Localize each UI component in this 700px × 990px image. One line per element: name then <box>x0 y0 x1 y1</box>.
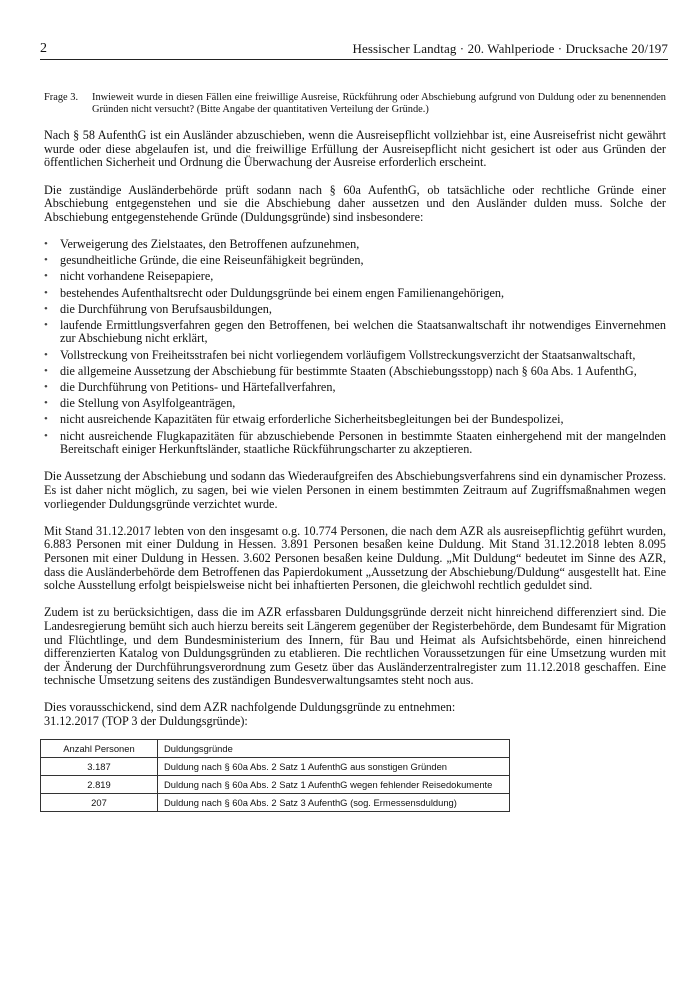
paragraph-azr-differentiation: Zudem ist zu berücksichtigen, dass die im AZR erfassbaren Duldungsgründe derzeit nicht hinreichend differenziert sind. Die Landesregierung bemüht sich auch hierzu bereits seit Längerem gegenüber der Registerbehörde, dem Bundesamt für Migration und Flüchtlinge, und dem Bundesministerium des Innern, für Bau und Heimat als Aufsichtsbehörde, einen hinreichend differenzierten Katalog von Duldungsgründen zu etablieren. Die rechtlichen Voraussetzungen für eine Umsetzung wurden mit der Änderung der Durchführungsverordnung zum Gesetz über das Ausländerzentralregister zum 11.12.2018 geschaffen. Eine technische Umsetzung seitens des zuständigen Bundesverwaltungsamtes steht noch aus. <box>44 605 666 688</box>
question-block <box>44 92 666 115</box>
list-item <box>44 270 666 284</box>
list-item <box>44 381 666 395</box>
table-cell-count: 2.819 <box>41 775 158 793</box>
list-item-text: nicht ausreichende Kapazitäten für etwaig erforderliche Sicherheitsbegleitungen bei der Bundespolizei, <box>60 412 564 427</box>
column-header-reason: Duldungsgründe <box>158 739 510 757</box>
list-item <box>44 413 666 427</box>
table-cell-count: 3.187 <box>41 757 158 775</box>
bullet-icon: • <box>44 429 48 442</box>
table-cell-count: 207 <box>41 793 158 811</box>
table-header-row <box>41 739 510 757</box>
list-item-text: laufende Ermittlungsverfahren gegen den Betroffenen, bei welchen die Staatsanwaltschaft ihr notwendiges Einvernehmen zur Abschiebung nicht erklärt, <box>60 317 666 346</box>
list-item <box>44 397 666 411</box>
paragraph-deportation-law: Nach § 58 AufenthG ist ein Ausländer abzuschieben, wenn die Ausreisepflicht vollziehbar ist, eine Ausreisefrist nicht gewährt wurde oder diese abgelaufen ist, und die freiwillige Erfüllung der Ausreisepflicht nicht gesichert ist oder aus Gründen der öffentlichen Sicherheit und Ordnung die Überwachung der Ausreise erforderlich erscheint. <box>44 128 666 170</box>
question-text: Inwieweit wurde in diesen Fällen eine freiwillige Ausreise, Rückführung oder Abschiebung aufgrund von Duldung oder zu benennenden Gründen nicht versucht? (Bitte Angabe der quantitativen Verteilung der Gründe.) <box>92 92 666 115</box>
list-item-text: gesundheitliche Gründe, die eine Reiseunfähigkeit begründen, <box>60 253 364 268</box>
list-item-text: Vollstreckung von Freiheitsstrafen bei nicht vorliegendem vorläufigem Vollstreckungsverzicht der Staatsanwaltschaft, <box>60 347 636 362</box>
list-item-text: die Durchführung von Berufsausbildungen, <box>60 301 272 316</box>
list-item <box>44 430 666 457</box>
list-item-text: die Stellung von Asylfolgeanträgen, <box>60 396 236 411</box>
table-row <box>41 793 510 811</box>
bullet-icon: • <box>44 348 48 361</box>
list-item <box>44 365 666 379</box>
running-title: Hessischer Landtag · 20. Wahlperiode · Drucksache 20/197 <box>352 41 668 56</box>
paragraph-statistics: Mit Stand 31.12.2017 lebten von den insgesamt o.g. 10.774 Personen, die nach dem AZR als ausreisepflichtig geführt wurden, 6.883 Personen mit einer Duldung in Hessen. 3.891 Personen besaßen keine Duldung. Mit Stand 31.12.2018 lebten 8.095 Personen mit einer Duldung in Hessen. 3.602 Personen besaßen keine Duldung. „Mit Duldung“ bedeutet im Sinne des AZR, dass die Ausländerbehörde dem Betroffenen das Papierdokument „Aussetzung der Abschiebung/Duldung“ ausgestellt hat. Eine solche Ausstellung erfolgt beispielsweise nicht bei inhaftierten Personen, die gleichwohl rechtlich geduldet sind. <box>44 523 666 593</box>
list-item <box>44 287 666 301</box>
bullet-icon: • <box>44 254 48 267</box>
paragraph-duldung-review: Die zuständige Ausländerbehörde prüft sodann nach § 60a AufenthG, ob tatsächliche oder rechtliche Gründe einer Abschiebung entgegenstehen und sie die Abschiebung daher aussetzen und den Ausländer dulden muss. Solche der Abschiebung entgegenstehende Gründe (Duldungsgründe) sind insbesondere: <box>44 182 666 224</box>
table-cell-reason: Duldung nach § 60a Abs. 2 Satz 1 AufenthG wegen fehlender Reisedokumente <box>158 775 510 793</box>
list-item-text: nicht ausreichende Flugkapazitäten für abzuschiebende Personen in bestimmte Staaten einhergehend mit der mangelnden Bereitschaft einiger Herkunftsländer, staatliche Rückführungscharter zu akzeptieren. <box>60 428 666 457</box>
duldung-reasons-list <box>44 238 666 457</box>
question-label: Frage 3. <box>44 92 79 103</box>
bullet-icon: • <box>44 364 48 377</box>
bullet-icon: • <box>44 381 48 394</box>
table-row <box>41 775 510 793</box>
page-number: 2 <box>40 41 47 56</box>
bullet-icon: • <box>44 270 48 283</box>
bullet-icon: • <box>44 397 48 410</box>
list-item <box>44 319 666 346</box>
bullet-icon: • <box>44 286 48 299</box>
list-item-text: nicht vorhandene Reisepapiere, <box>60 269 214 284</box>
bullet-icon: • <box>44 413 48 426</box>
list-item <box>44 254 666 268</box>
document-body <box>44 92 666 812</box>
list-item-text: die Durchführung von Petitions- und Härtefallverfahren, <box>60 380 336 395</box>
column-header-count: Anzahl Personen <box>41 739 158 757</box>
paragraph-dynamic-process: Die Aussetzung der Abschiebung und sodann das Wiederaufgreifen des Abschiebungsverfahrens sind ein dynamischer Prozess. Es ist daher nicht möglich, zu sagen, bei wie vielen Personen in einem bestimmten Zeitraum auf Zugriffsmaßnahmen wegen vorliegender Duldungsgründe verzichtet wurde. <box>44 469 666 511</box>
paragraph-table-intro: Dies vorausschickend, sind dem AZR nachfolgende Duldungsgründe zu entnehmen: 31.12.2017 (TOP 3 der Duldungsgründe): <box>44 700 456 729</box>
list-item-text: bestehendes Aufenthaltsrecht oder Duldungsgründe bei einem engen Familienangehörigen, <box>60 285 505 300</box>
table-row <box>41 757 510 775</box>
list-item <box>44 349 666 363</box>
bullet-icon: • <box>44 237 48 250</box>
list-item <box>44 238 666 252</box>
table-cell-reason: Duldung nach § 60a Abs. 2 Satz 3 AufenthG (sog. Ermessensduldung) <box>158 793 510 811</box>
bullet-icon: • <box>44 302 48 315</box>
list-item-text: Verweigerung des Zielstaates, den Betroffenen aufzunehmen, <box>60 236 360 251</box>
list-item <box>44 303 666 317</box>
table-cell-reason: Duldung nach § 60a Abs. 2 Satz 1 AufenthG aus sonstigen Gründen <box>158 757 510 775</box>
list-item-text: die allgemeine Aussetzung der Abschiebung für bestimmte Staaten (Abschiebungsstopp) nach § 60a Abs. 1 AufenthG, <box>60 363 637 378</box>
bullet-icon: • <box>44 318 48 331</box>
duldung-reasons-table <box>40 739 510 812</box>
page-header <box>40 41 668 60</box>
